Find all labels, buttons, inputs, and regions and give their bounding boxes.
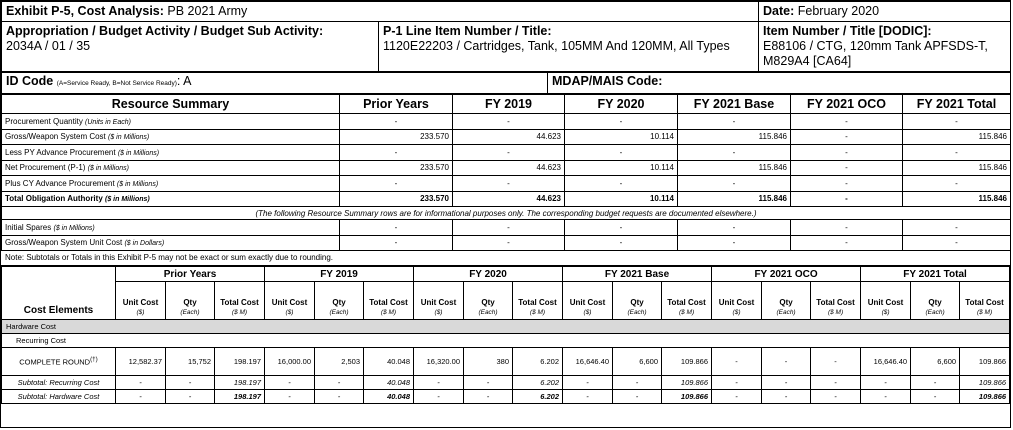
summary-value: -	[565, 235, 678, 251]
sub-column-name: Unit Cost	[569, 298, 606, 307]
summary-value: -	[903, 114, 1011, 130]
row-label	[2, 160, 340, 176]
row-label-text: Initial Spares	[5, 222, 52, 232]
cost-value: 109.866	[960, 390, 1010, 404]
sub-column-name: Unit Cost	[420, 298, 457, 307]
row-unit: ($ in Millions)	[116, 180, 159, 188]
summary-value: -	[791, 235, 903, 251]
sub-column-name: Qty	[779, 298, 793, 307]
column-header: FY 2021 Total	[903, 95, 1011, 114]
summary-value: 10.114	[565, 129, 678, 145]
cost-value: -	[712, 376, 762, 390]
cost-elements-header: Cost Elements	[2, 267, 116, 320]
cost-value: 16,646.40	[861, 348, 911, 376]
cost-value: -	[762, 348, 811, 376]
summary-value: 44.623	[453, 129, 565, 145]
summary-row	[2, 220, 1011, 236]
row-label	[2, 220, 340, 236]
sub-column-unit: ($ M)	[976, 309, 993, 316]
sub-column-header	[414, 282, 464, 320]
row-unit: ($ in Millions)	[53, 224, 95, 232]
rounding-note: Note: Subtotals or Totals in this Exhibit P-5 may not be exact or sum exactly due to rounding.	[1, 251, 1010, 266]
date-cell: Date: February 2020	[759, 2, 1011, 22]
cost-value: 16,646.40	[563, 348, 613, 376]
cost-value: -	[762, 390, 811, 404]
sub-column-unit: ($)	[881, 309, 890, 316]
cost-value: -	[166, 376, 215, 390]
summary-value: 233.570	[340, 129, 453, 145]
year-header: Prior Years	[116, 267, 265, 282]
summary-value: 233.570	[340, 160, 453, 176]
row-label	[2, 145, 340, 161]
summary-value: -	[678, 176, 791, 192]
cost-value: 16,000.00	[265, 348, 315, 376]
resource-summary-header: Resource Summary	[2, 95, 340, 114]
sub-column-header	[364, 282, 414, 320]
sub-column-name: Total Cost	[369, 298, 408, 307]
sub-column-header	[265, 282, 315, 320]
summary-value: 115.846	[678, 191, 791, 207]
cost-value: 12,582.37	[116, 348, 166, 376]
column-header: FY 2021 OCO	[791, 95, 903, 114]
row-unit: (Units in Each)	[85, 118, 131, 126]
cost-value: 6.202	[513, 390, 563, 404]
row-unit: ($ in Dollars)	[124, 240, 165, 248]
cost-value: 380	[464, 348, 513, 376]
cost-value: -	[911, 390, 960, 404]
row-label	[2, 129, 340, 145]
cost-value: -	[414, 376, 464, 390]
cost-element-row	[2, 348, 1010, 376]
sub-column-header	[315, 282, 364, 320]
cost-value: -	[762, 376, 811, 390]
summary-value: 44.623	[453, 160, 565, 176]
resource-summary-table	[1, 94, 1011, 251]
sub-column-name: Total Cost	[667, 298, 706, 307]
sub-column-name: Qty	[928, 298, 942, 307]
summary-value: 115.846	[903, 160, 1011, 176]
cost-value: -	[811, 376, 861, 390]
cost-value: 6,600	[911, 348, 960, 376]
summary-value: 115.846	[903, 129, 1011, 145]
row-label-text: Plus CY Advance Procurement	[5, 178, 115, 188]
summary-value: 115.846	[678, 129, 791, 145]
cost-value: -	[613, 376, 662, 390]
sub-column-unit: ($)	[732, 309, 741, 316]
cost-value: -	[563, 376, 613, 390]
summary-row	[2, 160, 1011, 176]
cost-value: -	[613, 390, 662, 404]
summary-value: -	[453, 176, 565, 192]
summary-value: 115.846	[678, 160, 791, 176]
summary-value: -	[565, 220, 678, 236]
sub-column-header	[513, 282, 563, 320]
summary-row	[2, 114, 1011, 130]
info-note-row	[2, 207, 1011, 220]
column-header: Prior Years	[340, 95, 453, 114]
cost-value: -	[315, 390, 364, 404]
sub-column-unit: ($)	[434, 309, 443, 316]
row-unit: ($ in Millions)	[105, 196, 150, 204]
summary-value: -	[791, 145, 903, 161]
cost-value: 198.197	[215, 376, 265, 390]
summary-value: -	[791, 114, 903, 130]
id-code-cell: ID Code (A=Service Ready, B=Not Service Ready): A	[2, 73, 548, 94]
sub-column-name: Total Cost	[965, 298, 1004, 307]
summary-value: -	[678, 235, 791, 251]
sub-column-name: Unit Cost	[122, 298, 159, 307]
section-row	[2, 320, 1010, 334]
cost-value: 16,320.00	[414, 348, 464, 376]
cost-value: -	[265, 376, 315, 390]
summary-value: 115.846	[903, 191, 1011, 207]
summary-row	[2, 145, 1011, 161]
cost-value: -	[414, 390, 464, 404]
sub-column-unit: (Each)	[925, 309, 945, 316]
summary-value: -	[340, 145, 453, 161]
sub-column-unit: ($ M)	[380, 309, 397, 316]
cost-value: 109.866	[960, 376, 1010, 390]
cost-value: -	[315, 376, 364, 390]
summary-value: -	[903, 176, 1011, 192]
sub-column-header	[960, 282, 1010, 320]
row-label	[2, 114, 340, 130]
id-row-table	[1, 72, 1011, 94]
sub-column-header	[712, 282, 762, 320]
sub-column-header	[662, 282, 712, 320]
cost-element-label: Subtotal: Recurring Cost	[2, 376, 116, 390]
subtotal-row	[2, 390, 1010, 404]
sub-column-unit: (Each)	[627, 309, 647, 316]
cost-value: 40.048	[364, 348, 414, 376]
exhibit-title: Exhibit P-5, Cost Analysis: PB 2021 Army	[2, 2, 759, 22]
summary-row	[2, 176, 1011, 192]
sub-column-header	[911, 282, 960, 320]
sub-column-header	[861, 282, 911, 320]
summary-row	[2, 129, 1011, 145]
row-unit: ($ in Millions)	[108, 134, 150, 142]
column-header: FY 2020	[565, 95, 678, 114]
cost-elements-table	[1, 266, 1010, 404]
cost-value: -	[861, 390, 911, 404]
cost-value: -	[861, 376, 911, 390]
sub-column-header	[811, 282, 861, 320]
sub-column-name: Unit Cost	[271, 298, 308, 307]
summary-value: -	[791, 129, 903, 145]
summary-value: -	[453, 235, 565, 251]
cost-value: 109.866	[662, 348, 712, 376]
sub-column-unit: (Each)	[180, 309, 200, 316]
cost-value: -	[116, 376, 166, 390]
sub-column-name: Total Cost	[220, 298, 259, 307]
summary-value: -	[453, 220, 565, 236]
sub-column-unit: ($ M)	[678, 309, 695, 316]
cost-value: 109.866	[662, 376, 712, 390]
summary-value: -	[678, 114, 791, 130]
sub-column-name: Total Cost	[816, 298, 855, 307]
summary-value: 44.623	[453, 191, 565, 207]
cost-element-name: COMPLETE ROUND	[19, 357, 91, 367]
header-table	[1, 1, 1011, 72]
sub-column-unit: ($)	[136, 309, 145, 316]
mdap-cell: MDAP/MAIS Code:	[548, 73, 1011, 94]
subsection-label: Recurring Cost	[2, 334, 1010, 348]
cost-value: -	[166, 390, 215, 404]
cost-value: -	[811, 348, 861, 376]
summary-value: -	[678, 145, 791, 161]
cost-value: -	[464, 376, 513, 390]
cost-value: -	[712, 348, 762, 376]
year-header: FY 2021 Total	[861, 267, 1010, 282]
info-note: (The following Resource Summary rows are for informational purposes only. The corresponding budget requests are documented elsewhere.)	[2, 207, 1011, 220]
summary-value: -	[791, 160, 903, 176]
row-label-text: Gross/Weapon System Cost	[5, 132, 106, 142]
sub-column-unit: (Each)	[776, 309, 796, 316]
summary-value: -	[791, 220, 903, 236]
summary-value: -	[453, 145, 565, 161]
cost-value: 2,503	[315, 348, 364, 376]
year-header: FY 2021 Base	[563, 267, 712, 282]
summary-value: 10.114	[565, 191, 678, 207]
cost-value: 6,600	[613, 348, 662, 376]
sub-column-unit: (Each)	[478, 309, 498, 316]
cost-value: 15,752	[166, 348, 215, 376]
cost-value: 109.866	[960, 348, 1010, 376]
summary-value: -	[791, 176, 903, 192]
footnote-marker: (†)	[90, 356, 98, 364]
subsection-row	[2, 334, 1010, 348]
summary-value: -	[340, 220, 453, 236]
row-label-text: Net Procurement (P-1)	[5, 163, 86, 173]
appropriation-cell: Appropriation / Budget Activity / Budget Sub Activity: 2034A / 01 / 35	[2, 22, 379, 72]
cost-value: 6.202	[513, 376, 563, 390]
summary-value: -	[678, 220, 791, 236]
cost-value: 6.202	[513, 348, 563, 376]
summary-value: -	[903, 145, 1011, 161]
summary-value: -	[453, 114, 565, 130]
cost-value: 198.197	[215, 390, 265, 404]
sub-column-unit: ($)	[285, 309, 294, 316]
row-label-text: Less PY Advance Procurement	[5, 147, 116, 157]
summary-value: -	[340, 114, 453, 130]
cost-value: -	[811, 390, 861, 404]
sub-column-header	[166, 282, 215, 320]
row-unit: ($ in Millions)	[87, 165, 129, 173]
summary-value: -	[791, 191, 903, 207]
cost-value: -	[911, 376, 960, 390]
summary-row	[2, 235, 1011, 251]
year-header: FY 2020	[414, 267, 563, 282]
sub-column-header	[464, 282, 513, 320]
sub-column-name: Qty	[630, 298, 644, 307]
row-label	[2, 191, 340, 207]
cost-value: -	[464, 390, 513, 404]
summary-value: -	[565, 145, 678, 161]
row-label-text: Procurement Quantity	[5, 116, 83, 126]
summary-value: -	[903, 235, 1011, 251]
sub-column-header	[116, 282, 166, 320]
sub-column-unit: ($ M)	[529, 309, 546, 316]
sub-column-name: Unit Cost	[867, 298, 904, 307]
summary-value: -	[903, 220, 1011, 236]
summary-value: -	[565, 114, 678, 130]
sub-column-header	[762, 282, 811, 320]
sub-column-name: Total Cost	[518, 298, 557, 307]
cost-value: 40.048	[364, 390, 414, 404]
sub-column-unit: ($)	[583, 309, 592, 316]
cost-value: 40.048	[364, 376, 414, 390]
row-label-text: Total Obligation Authority	[5, 194, 103, 204]
cost-value: -	[265, 390, 315, 404]
summary-value: 233.570	[340, 191, 453, 207]
sub-column-unit: ($ M)	[231, 309, 248, 316]
cost-value: -	[712, 390, 762, 404]
column-header: FY 2019	[453, 95, 565, 114]
sub-column-unit: ($ M)	[827, 309, 844, 316]
cost-value: 198.197	[215, 348, 265, 376]
sub-column-unit: (Each)	[329, 309, 349, 316]
year-header: FY 2021 OCO	[712, 267, 861, 282]
row-unit: ($ in Millions)	[117, 149, 160, 157]
column-header: FY 2021 Base	[678, 95, 791, 114]
sub-column-name: Qty	[183, 298, 197, 307]
section-label: Hardware Cost	[2, 320, 1010, 334]
row-label	[2, 176, 340, 192]
summary-value: -	[340, 235, 453, 251]
sub-column-header	[613, 282, 662, 320]
summary-value: -	[340, 176, 453, 192]
sub-column-header	[563, 282, 613, 320]
cost-value: -	[563, 390, 613, 404]
cost-element-label: Subtotal: Hardware Cost	[2, 390, 116, 404]
summary-row	[2, 191, 1011, 207]
cost-element-label	[2, 348, 116, 376]
summary-value: 10.114	[565, 160, 678, 176]
cost-value: -	[116, 390, 166, 404]
year-header: FY 2019	[265, 267, 414, 282]
sub-column-header	[215, 282, 265, 320]
row-label	[2, 235, 340, 251]
summary-value: -	[565, 176, 678, 192]
sub-column-name: Qty	[481, 298, 495, 307]
subtotal-row	[2, 376, 1010, 390]
p1-line-item-cell: P-1 Line Item Number / Title: 1120E22203 / Cartridges, Tank, 105MM And 120MM, All Types	[379, 22, 759, 72]
sub-column-name: Qty	[332, 298, 346, 307]
item-number-cell: Item Number / Title [DODIC]: E88106 / CTG, 120mm Tank APFSDS-T, M829A4 [CA64]	[759, 22, 1011, 72]
cost-value: 109.866	[662, 390, 712, 404]
sub-column-name: Unit Cost	[718, 298, 755, 307]
row-label-text: Gross/Weapon System Unit Cost	[5, 238, 123, 248]
